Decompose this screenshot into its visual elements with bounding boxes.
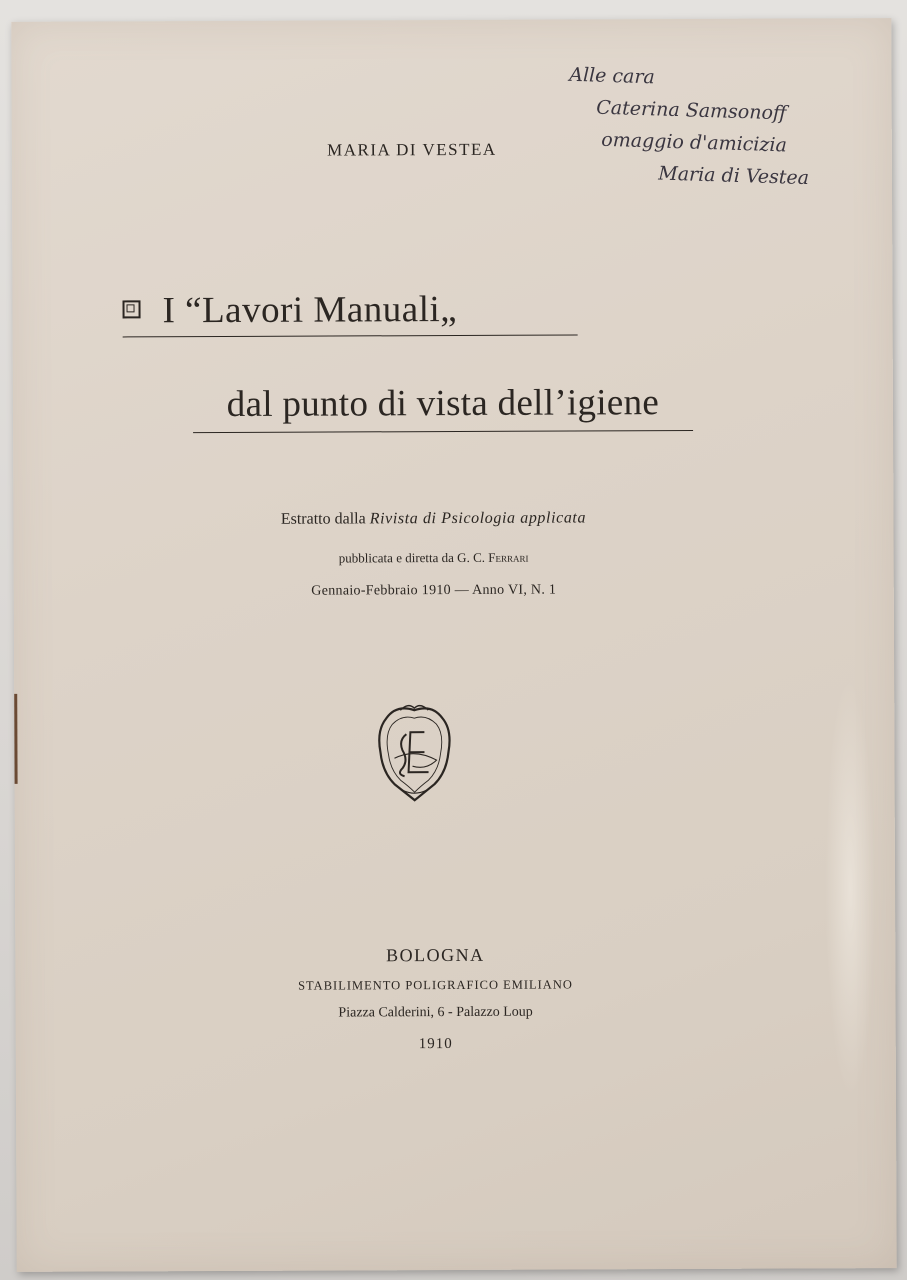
dedication-line-3: omaggio d'amicizia (600, 128, 788, 157)
ornament-square-icon (122, 300, 140, 318)
binding-mark (14, 694, 17, 784)
handwritten-dedication (566, 59, 900, 197)
title-line-1 (122, 287, 577, 337)
title-line-2: dal punto di vista dell’igiene (193, 381, 693, 433)
extract-prefix: Estratto dalla (280, 510, 366, 528)
author-name: MARIA DI VESTEA (327, 139, 497, 160)
journal-name: Rivista di Psicologia applicata (369, 509, 587, 528)
publisher-line (14, 548, 854, 568)
publisher-prefix: pubblicata e diretta da G. C. (338, 549, 486, 566)
dedication-line-2: Caterina Samsonoff (595, 96, 787, 125)
dedication-line-1: Alle cara (568, 63, 656, 89)
publication-year: 1910 (418, 1036, 453, 1053)
extract-line (13, 508, 853, 530)
printer-monogram-emblem-icon (372, 700, 456, 804)
publisher-name: Ferrari (488, 549, 529, 565)
publication-city: BOLOGNA (386, 944, 485, 966)
printer-name: STABILIMENTO POLIGRAFICO EMILIANO (298, 977, 573, 993)
title-line-1-text: I “Lavori Manuali„ (162, 288, 458, 332)
printer-address: Piazza Calderini, 6 - Palazzo Loup (338, 1004, 533, 1021)
dedication-signature: Maria di Vestea (657, 162, 810, 190)
pamphlet-cover (11, 18, 896, 1272)
issue-line: Gennaio-Febbraio 1910 — Anno VI, N. 1 (311, 582, 557, 599)
